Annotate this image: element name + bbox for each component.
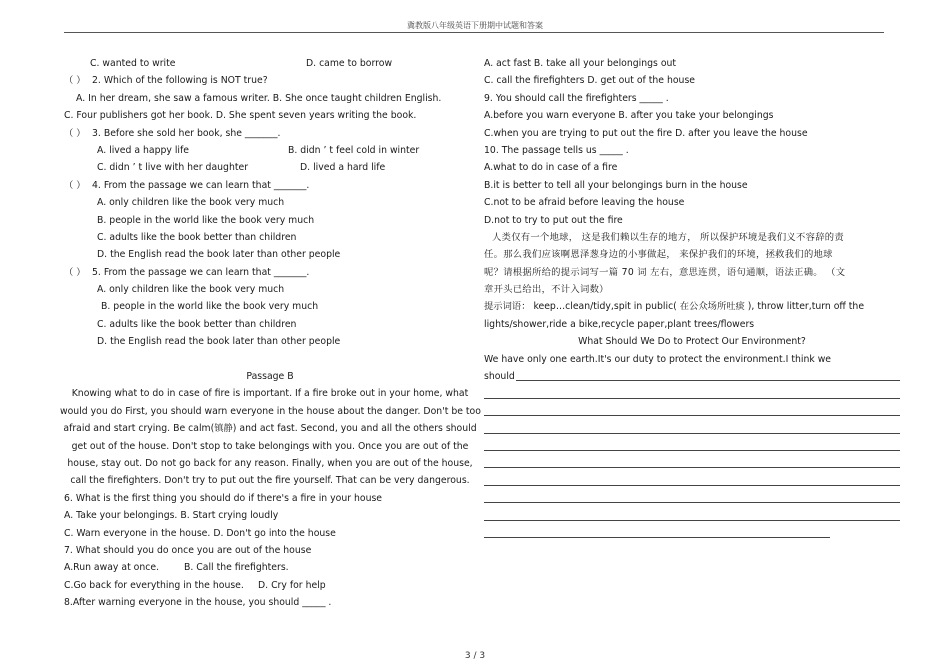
q4-answer-bracket[interactable]: （ ） — [64, 179, 86, 191]
page-number: 3 / 3 — [464, 651, 486, 661]
writing-opening: We have only one earth.It's our duty to protect the environment.I think we — [484, 353, 832, 365]
q6-stem: 6. What is the first thing you should do if there's a fire in your house — [64, 492, 383, 504]
q5-answer-bracket[interactable]: （ ） — [64, 266, 86, 278]
writing-answer-line[interactable] — [484, 403, 900, 420]
q1-options — [60, 55, 480, 72]
q3-option-d: D. lived a hard life — [300, 162, 386, 174]
writing-answer-line[interactable] — [484, 455, 900, 472]
q4-option-a: A. only children like the book very much — [97, 197, 285, 209]
writing-answer-line[interactable] — [484, 507, 900, 524]
q4-option-d: D. the English read the book later than other people — [97, 249, 341, 261]
writing-answer-line[interactable] — [484, 385, 900, 402]
writing-answer-line[interactable] — [516, 380, 900, 381]
writing-title: What Should We Do to Protect Our Environment? — [578, 336, 806, 348]
q7-option-b: B. Call the firefighters. — [184, 562, 289, 574]
q10-stem: 10. The passage tells us _____ . — [484, 144, 629, 156]
q8-options-ab: A. act fast B. take all your belongings out — [484, 58, 677, 69]
q10-option-a: A.what to do in case of a fire — [484, 162, 618, 174]
q2-answer-bracket[interactable]: （ ） — [64, 75, 86, 87]
writing-answer-line-last[interactable] — [484, 525, 900, 542]
q10-option-d: D.not to try to put out the fire — [484, 214, 623, 226]
writing-prompt-line-1: 人类仅有一个地球， 这是我们赖以生存的地方， 所以保护环境是我们义不容辞的责 — [492, 231, 844, 243]
q7-stem: 7. What should you do once you are out of the house — [64, 544, 312, 556]
writing-prompt-line-4: 章开头已给出，不计入词数） — [484, 284, 609, 296]
passage-b-title: Passage B — [246, 371, 294, 383]
q7-option-d: D. Cry for help — [258, 579, 326, 591]
q3-option-b: B. didn ’ t feel cold in winter — [288, 144, 420, 156]
writing-answer-line[interactable] — [484, 472, 900, 489]
q7-option-a: A.Run away at once. — [64, 562, 160, 574]
passage-b-line-2: would you do First, you should warn everyone in the house about the danger. Don't be too — [60, 405, 481, 417]
q10-option-b: B.it is better to tell all your belongings burn in the house — [484, 179, 748, 191]
passage-b-line-4: get out of the house. Don't stop to take belongings with you. Once you are out of the — [71, 440, 469, 452]
q5-option-d: D. the English read the book later than other people — [97, 336, 341, 348]
left-column — [60, 55, 480, 612]
q9-options-ab: A.before you warn everyone B. after you take your belongings — [484, 110, 774, 122]
q5-option-a: A. only children like the book very much — [97, 284, 285, 296]
q1-option-c: C. wanted to write — [90, 58, 176, 69]
q9-stem: 9. You should call the firefighters _____ . — [484, 92, 669, 104]
q5-stem: 5. From the passage we can learn that _______. — [92, 266, 310, 278]
q4-stem-line — [60, 177, 480, 194]
passage-b-line-5: house, stay out. Do not go back for any reason. Finally, when you are out of the house, — [67, 457, 473, 469]
q3-option-a: A. lived a happy life — [97, 144, 190, 156]
passage-b-line-6: call the firefighters. Don't try to put out the fire yourself. That can be very dangerous. — [70, 475, 470, 487]
q6-options-ab: A. Take your belongings. B. Start crying loudly — [64, 510, 279, 522]
q2-options-ab: A. In her dream, she saw a famous writer. B. She once taught children English. — [76, 92, 442, 104]
q3-options-cd — [60, 159, 480, 176]
passage-b-line-3: afraid and start crying. Be calm(镇静) and act fast. Second, you and all the others should — [63, 423, 477, 435]
q3-answer-bracket[interactable]: （ ） — [64, 127, 86, 139]
q2-stem: 2. Which of the following is NOT true? — [92, 75, 268, 87]
writing-prompt-line-3: 呢？请根据所给的提示词写一篇 70 词 左右，意思连贯，语句通顺，语法正确。 （文 — [484, 266, 846, 278]
q8-stem: 8.After warning everyone in the house, you should _____ . — [64, 597, 332, 609]
q2-options-cd: C. Four publishers got her book. D. She spent seven years writing the book. — [64, 110, 417, 122]
page-header: 冀教版八年级英语下册期中试题和答案 — [407, 21, 543, 30]
q3-options-ab — [60, 142, 480, 159]
writing-hints-line-1: 提示词语： keep…clean/tidy,spit in public( 在公众场所吐痰 ), throw litter,turn off the — [484, 301, 865, 313]
writing-answer-line[interactable] — [484, 490, 900, 507]
q4-stem: 4. From the passage we can learn that _______. — [92, 179, 310, 191]
writing-hints-line-2: lights/shower,ride a bike,recycle paper,plant trees/flowers — [484, 318, 755, 330]
passage-b-line-1: Knowing what to do in case of fire is important. If a fire broke out in your home, what — [71, 388, 469, 400]
header-divider — [64, 32, 884, 33]
writing-should-word: should — [484, 371, 515, 383]
q7-options-cd — [60, 577, 480, 594]
q2-stem-line — [60, 72, 480, 89]
q9-options-cd: C.when you are trying to put out the fire D. after you leave the house — [484, 127, 808, 139]
q4-option-b: B. people in the world like the book very much — [97, 214, 315, 226]
q6-options-cd: C. Warn everyone in the house. D. Don't go into the house — [64, 527, 336, 539]
q5-stem-line — [60, 264, 480, 281]
q8-options-cd: C. call the firefighters D. get out of the house — [484, 75, 696, 87]
q3-option-c: C. didn ’ t live with her daughter — [97, 162, 249, 174]
q1-option-d: D. came to borrow — [306, 58, 393, 69]
q10-option-c: C.not to be afraid before leaving the house — [484, 197, 685, 209]
q4-option-c: C. adults like the book better than children — [97, 231, 297, 243]
writing-answer-line[interactable] — [484, 420, 900, 437]
q5-option-b: B. people in the world like the book very much — [101, 301, 319, 313]
writing-should-line[interactable] — [484, 368, 900, 385]
q7-options-ab — [60, 559, 480, 576]
writing-answer-line[interactable] — [484, 438, 900, 455]
spacer — [60, 351, 480, 368]
right-column — [484, 55, 900, 542]
q3-stem: 3. Before she sold her book, she _______. — [92, 127, 281, 139]
q3-stem-line — [60, 125, 480, 142]
q7-option-c: C.Go back for everything in the house. — [64, 579, 244, 591]
writing-prompt-line-2: 任。那么我们应该啊恩泽葱身边的小事做起， 来保护我们的环境，拯救我们的地球 — [484, 249, 833, 261]
q5-option-c: C. adults like the book better than children — [97, 318, 297, 330]
